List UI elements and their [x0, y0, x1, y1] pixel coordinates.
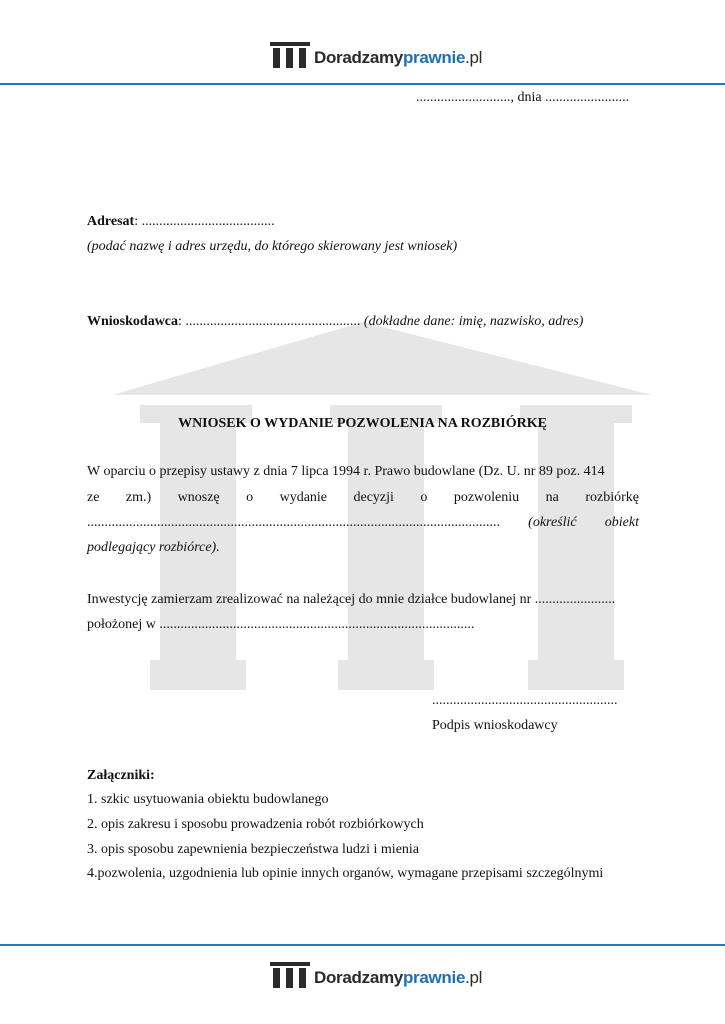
para2-line2: położonej w ..........................................................................................: [87, 617, 475, 632]
logo-text-suffix: .pl: [465, 48, 483, 67]
para1-word: o: [420, 490, 428, 505]
wnioskodawca-label: Wnioskodawca: [87, 314, 179, 329]
attachment-item: 4.pozwolenia, uzgodnienia lub opinie innych organów, wymagane przepisami szczególnymi: [87, 866, 604, 881]
para1-line3-word: (określić: [528, 515, 577, 530]
wnioskodawca-hint: (dokładne dane: imię, nazwisko, adres): [363, 314, 584, 329]
para1-word: wydanie: [279, 490, 328, 505]
logo-columns-icon: [270, 962, 310, 988]
signature-label: Podpis wnioskodawcy: [432, 718, 558, 733]
logo-text-dark: Doradzamy: [314, 48, 403, 67]
para1-word: pozwoleniu: [453, 490, 520, 505]
adresat-label: Adresat: [87, 214, 135, 229]
attachments-heading: Załączniki:: [87, 768, 155, 783]
wnioskodawca-line: [87, 314, 583, 330]
para1-line4: podlegający rozbiórce).: [87, 540, 220, 555]
logo-text-dark: Doradzamy: [314, 968, 403, 987]
signature-dots: .....................................................: [432, 693, 618, 708]
attachment-item: 1. szkic usytuowania obiektu budowlanego: [87, 792, 329, 807]
para1-line2: [87, 490, 639, 506]
logo-columns-icon: [270, 42, 310, 68]
logo-text-blue: prawnie: [402, 48, 466, 67]
header-rule: [0, 83, 725, 85]
logo-text-blue: prawnie: [402, 968, 466, 987]
adresat-hint: (podać nazwę i adres urzędu, do którego skierowany jest wniosek): [87, 239, 458, 254]
para2-line1: Inwestycję zamierzam zrealizować na należącej do mnie działce budowlanej nr .......................: [87, 592, 616, 607]
para1-line3: [87, 515, 639, 531]
para1-word: na: [545, 490, 559, 505]
para1-line1: W oparciu o przepisy ustawy z dnia 7 lipca 1994 r. Prawo budowlane (Dz. U. nr 89 poz. 414: [87, 464, 605, 479]
para1-word: ze: [87, 490, 100, 505]
date-line: ..........................., dnia ........................: [416, 90, 630, 105]
para1-word: rozbiórkę: [585, 490, 639, 505]
header-logo: [270, 42, 482, 68]
para1-word: decyzji: [353, 490, 394, 505]
footer-logo: [270, 962, 482, 988]
para1-line3-word: obiekt: [604, 515, 639, 530]
para1-line3-dots: ......................................................................................................................: [87, 515, 500, 530]
attachment-item: 2. opis zakresu i sposobu prowadzenia robót rozbiórkowych: [87, 817, 424, 832]
wnioskodawca-dots: : ..................................................: [178, 314, 361, 329]
attachment-item: 3. opis sposobu zapewnienia bezpieczeństwa ludzi i mienia: [87, 842, 420, 857]
document-title: WNIOSEK O WYDANIE POZWOLENIA NA ROZBIÓRKĘ: [178, 416, 547, 431]
footer-rule: [0, 944, 725, 946]
para1-word: zm.): [125, 490, 152, 505]
adresat-dots: : ......................................: [134, 214, 275, 229]
para1-word: o: [246, 490, 254, 505]
para1-word: wnoszę: [177, 490, 220, 505]
logo-text-suffix: .pl: [465, 968, 483, 987]
adresat-line: [87, 214, 275, 230]
